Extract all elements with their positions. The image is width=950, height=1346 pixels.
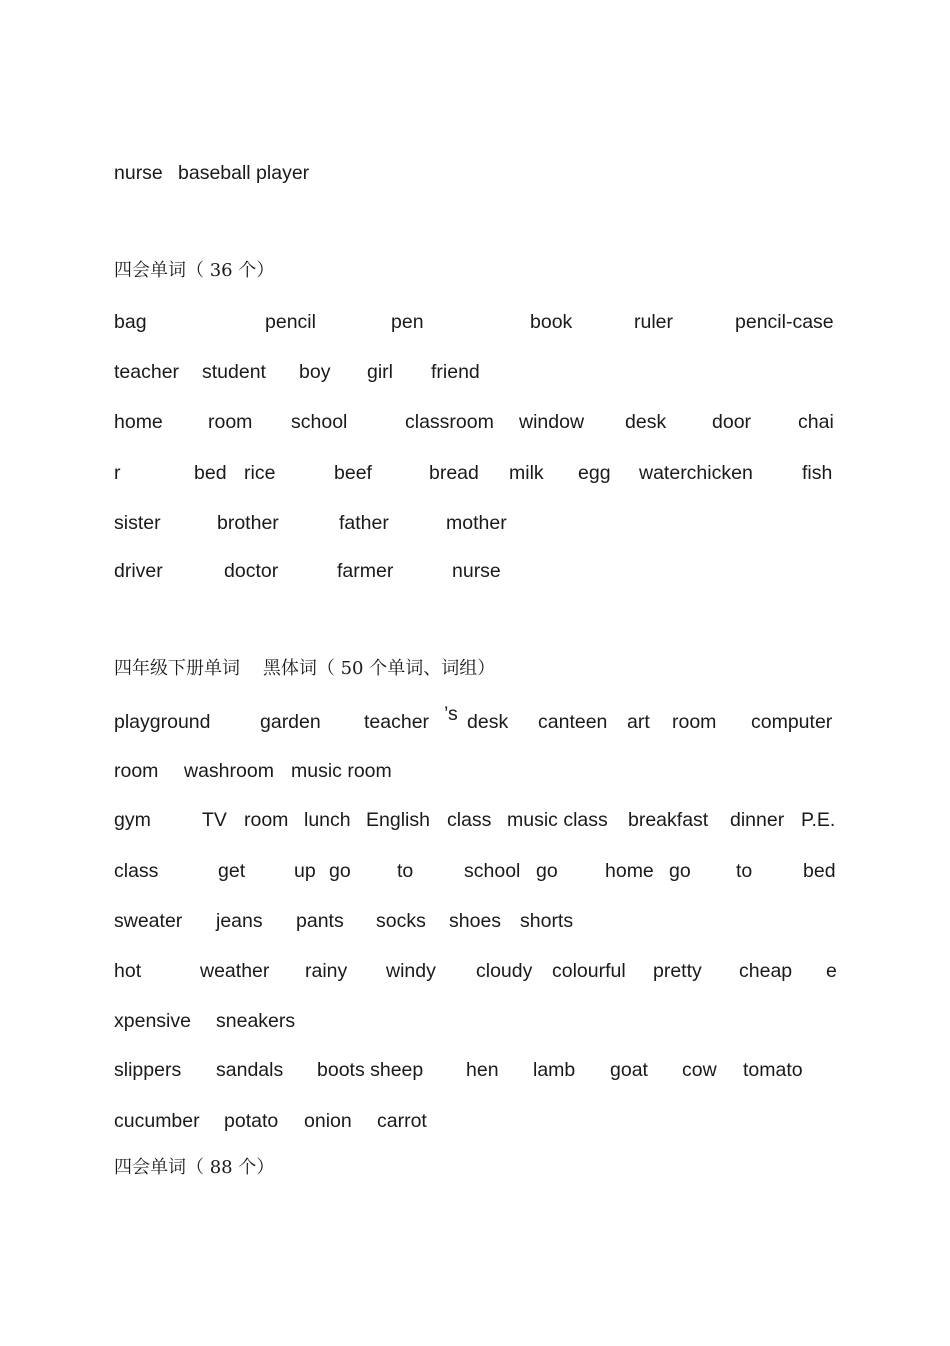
word: pen	[391, 311, 424, 333]
word: book	[530, 311, 573, 333]
word: desk	[467, 711, 509, 733]
word: lamb	[533, 1059, 576, 1081]
vocab-line-10	[114, 807, 836, 833]
word: boy	[299, 361, 331, 383]
word: carrot	[377, 1110, 427, 1132]
word: P.E.	[801, 809, 836, 831]
word: windy	[386, 960, 436, 982]
vocab-line-4	[114, 409, 834, 435]
word: nurse	[114, 162, 163, 184]
word: jeans	[216, 910, 263, 932]
vocab-line-6	[114, 510, 507, 536]
word: hot	[114, 960, 142, 982]
word: shoes	[449, 910, 502, 932]
word: slippers	[114, 1059, 182, 1081]
word: e	[826, 960, 837, 982]
word: music room	[291, 760, 392, 782]
word: pencil-case	[735, 311, 834, 333]
word: cucumber	[114, 1110, 200, 1132]
word: driver	[114, 560, 163, 582]
word: ruler	[634, 311, 674, 333]
vocab-line-13	[114, 958, 837, 984]
word: room	[114, 760, 159, 782]
word: friend	[431, 361, 480, 383]
vocab-line-3	[114, 359, 480, 385]
word: sneakers	[216, 1010, 296, 1032]
word: fish	[802, 462, 833, 484]
vocab-line-16	[114, 1108, 427, 1134]
word: go	[536, 860, 558, 882]
word: baseball player	[178, 162, 310, 184]
word: cheap	[739, 960, 793, 982]
word: egg	[578, 462, 611, 484]
word: rainy	[305, 960, 348, 982]
word: ’s	[444, 703, 458, 725]
word: playground	[114, 711, 211, 733]
word: waterchicken	[639, 462, 753, 484]
word: art	[627, 711, 650, 733]
word: to	[736, 860, 753, 882]
word: bed	[803, 860, 836, 882]
word: onion	[304, 1110, 352, 1132]
word: lunch	[304, 809, 351, 831]
word: goat	[610, 1059, 648, 1081]
word: chai	[798, 411, 834, 433]
word: sister	[114, 512, 161, 534]
word: door	[712, 411, 752, 433]
word: to	[397, 860, 414, 882]
word: potato	[224, 1110, 279, 1132]
word: father	[339, 512, 389, 534]
word: go	[329, 860, 351, 882]
word: bag	[114, 311, 147, 333]
vocab-line-8	[114, 703, 833, 735]
word: window	[519, 411, 585, 433]
word: sandals	[216, 1059, 284, 1081]
word: nurse	[452, 560, 501, 582]
word: rice	[244, 462, 276, 484]
word: girl	[367, 361, 394, 383]
word: home	[605, 860, 654, 882]
word: pants	[296, 910, 344, 932]
word: sweater	[114, 910, 183, 932]
word: student	[202, 361, 266, 383]
word: cow	[682, 1059, 717, 1081]
word: mother	[446, 512, 507, 534]
word: teacher	[364, 711, 430, 733]
word: bed	[194, 462, 227, 484]
word: class	[447, 809, 492, 831]
word: school	[291, 411, 348, 433]
word: computer	[751, 711, 833, 733]
word: school	[464, 860, 521, 882]
section-heading-1: 四会单词（ 36 个）	[114, 260, 275, 281]
word: shorts	[520, 910, 574, 932]
vocab-line-2	[114, 309, 834, 335]
vocab-line-15	[114, 1057, 803, 1083]
word: r	[114, 462, 121, 484]
word: teacher	[114, 361, 180, 383]
word: washroom	[184, 760, 274, 782]
word: home	[114, 411, 163, 433]
word: socks	[376, 910, 426, 932]
word: brother	[217, 512, 279, 534]
word: canteen	[538, 711, 608, 733]
vocab-line-9	[114, 758, 392, 784]
word: doctor	[224, 560, 279, 582]
word: breakfast	[628, 809, 709, 831]
word: milk	[509, 462, 544, 484]
word: dinner	[730, 809, 785, 831]
word: cloudy	[476, 960, 533, 982]
word: pencil	[265, 311, 316, 333]
word: class	[114, 860, 159, 882]
word: classroom	[405, 411, 494, 433]
word: bread	[429, 462, 479, 484]
word: pretty	[653, 960, 702, 982]
word: tomato	[743, 1059, 803, 1081]
word: beef	[334, 462, 372, 484]
word: farmer	[337, 560, 394, 582]
word: gym	[114, 809, 151, 831]
vocab-line-5	[114, 460, 833, 486]
vocab-line-1	[114, 160, 310, 186]
word: room	[244, 809, 289, 831]
word: desk	[625, 411, 667, 433]
section-heading-2: 四年级下册单词 黑体词（ 50 个单词、词组）	[114, 658, 496, 679]
word: go	[669, 860, 691, 882]
word: colourful	[552, 960, 626, 982]
section-heading-3: 四会单词（ 88 个）	[114, 1157, 275, 1178]
word: room	[208, 411, 253, 433]
vocab-line-14	[114, 1008, 296, 1034]
word: music class	[507, 809, 608, 831]
word: garden	[260, 711, 321, 733]
vocab-line-11	[114, 858, 836, 884]
word: TV	[202, 809, 227, 831]
word: up	[294, 860, 316, 882]
word: room	[672, 711, 717, 733]
word: get	[218, 860, 246, 882]
vocab-line-12	[114, 908, 574, 934]
word: boots sheep	[317, 1059, 424, 1081]
word: weather	[200, 960, 270, 982]
word: English	[366, 809, 430, 831]
vocab-line-7	[114, 558, 501, 584]
word: xpensive	[114, 1010, 191, 1032]
word: hen	[466, 1059, 499, 1081]
